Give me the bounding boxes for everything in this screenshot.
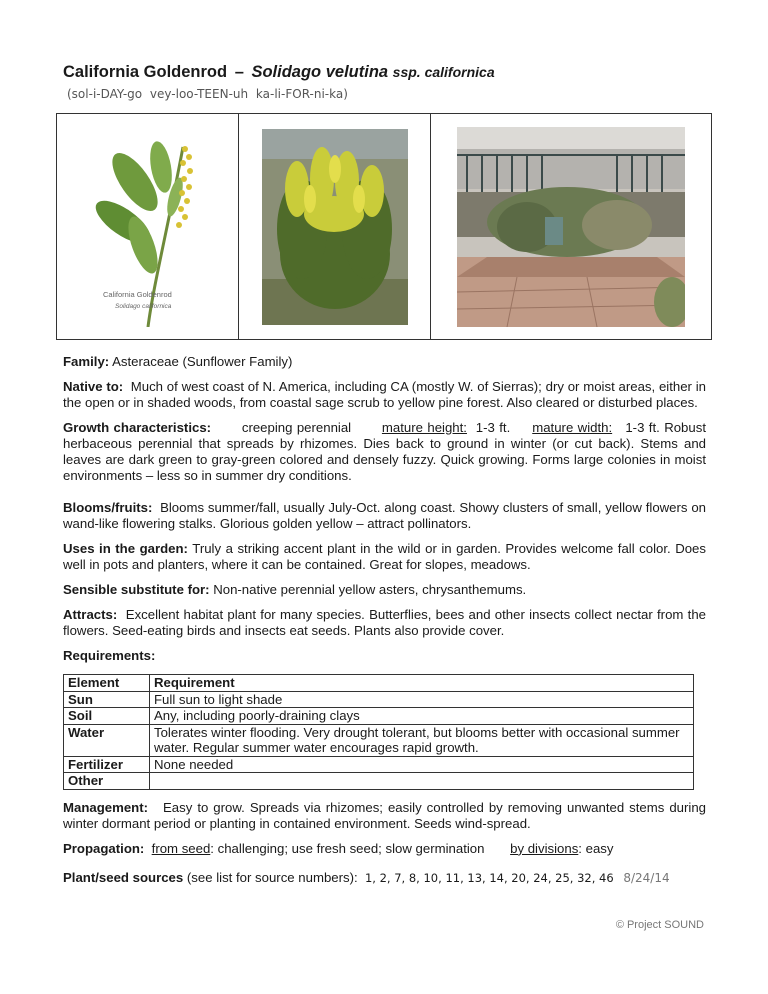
management-text: Easy to grow. Spreads via rhizomes; easily controlled by removing unwanted stems during winter dormant period or planting in contained environment. Seeds wind-spread.	[63, 799, 706, 831]
table-row	[64, 773, 694, 790]
row-requirement	[150, 773, 694, 790]
uses-section	[63, 541, 706, 573]
height-value: 1-3 ft.	[475, 420, 511, 435]
requirements-section	[63, 648, 706, 664]
row-element: Fertilizer	[64, 756, 150, 773]
row-requirement: Any, including poorly-draining clays	[150, 708, 694, 725]
row-element: Water	[64, 724, 150, 756]
division-text: : easy	[578, 840, 614, 856]
table-header-row	[64, 675, 694, 692]
sources-list: 1, 2, 7, 8, 10, 11, 13, 14, 20, 24, 25, 32, 46	[364, 870, 614, 885]
row-requirement: Full sun to light shade	[150, 691, 694, 708]
propagation-label: Propagation:	[63, 840, 145, 856]
header-requirement: Requirement	[150, 675, 694, 692]
division-label: by divisions	[510, 840, 579, 856]
revision-date: 8/24/14	[623, 870, 670, 885]
family-text: Asteraceae (Sunflower Family)	[112, 354, 293, 369]
requirements-table	[63, 674, 694, 790]
scientific-name: Solidago velutina	[251, 63, 389, 81]
seed-label: from seed	[151, 840, 211, 856]
title-dash: –	[234, 63, 244, 81]
substitute-label: Sensible substitute for:	[63, 582, 210, 597]
attracts-section	[63, 607, 706, 639]
goldenrod-illustration	[73, 127, 223, 327]
sources-label: Plant/seed sources	[63, 869, 184, 885]
growth-section	[63, 420, 706, 484]
seed-text: : challenging; use fresh seed; slow germination	[210, 840, 485, 856]
copyright: © Project SOUND	[615, 919, 704, 931]
photo-herbarium	[57, 114, 239, 339]
fact-sheet	[63, 62, 706, 886]
substitute-section	[63, 582, 706, 598]
width-label: mature width:	[532, 420, 613, 435]
photo-plant-clump	[239, 114, 431, 339]
row-requirement: Tolerates winter flooding. Very drought tolerant, but blooms better with occasional summer water. Regular summer water encourages rapid growth.	[150, 724, 694, 756]
attracts-text: Excellent habitat plant for many species. Butterflies, bees and other insects collect nectar from the flowers. Seed-eating birds and insects eat seeds. Plants also provide cover.	[63, 607, 706, 638]
blooms-text: Blooms summer/fall, usually July-Oct. along coast. Showy clusters of small, yellow flowers on wand-like flowering stalks. Glorious golden yellow – attract pollinators.	[63, 500, 707, 531]
sources-section	[63, 870, 706, 886]
header-element: Element	[64, 675, 150, 692]
row-element: Sun	[64, 691, 150, 708]
family-label: Family:	[63, 354, 110, 369]
photo-garden	[431, 114, 711, 339]
growth-text: Robust herbaceous perennial that spreads by rhizomes. Dies back to ground in winter (or cut back). Stems and leaves are dark green to gray-green colored and densely fuzzy. Quick growing. Forms large colonies in moist environments – less so in summer dry conditions.	[63, 420, 706, 483]
growth-habit: creeping perennial	[241, 420, 352, 435]
attracts-label: Attracts:	[63, 607, 118, 622]
photo-caption-1: California Goldenrod	[102, 289, 172, 299]
requirements-label: Requirements:	[63, 648, 156, 663]
subspecies: ssp. californica	[392, 64, 495, 80]
plant-photo	[262, 129, 408, 325]
pronunciation: (sol-i-DAY-go vey-loo-TEEN-uh ka-li-FOR-ni-ka)	[67, 87, 348, 101]
row-requirement: None needed	[150, 756, 694, 773]
growth-label: Growth characteristics:	[63, 420, 212, 435]
family-section	[63, 354, 706, 370]
page-title	[63, 62, 706, 82]
table-row	[64, 691, 694, 708]
table-row	[64, 724, 694, 756]
blooms-label: Blooms/fruits:	[63, 500, 153, 515]
uses-label: Uses in the garden:	[63, 541, 188, 556]
table-row	[64, 756, 694, 773]
row-element: Soil	[64, 708, 150, 725]
common-name: California Goldenrod	[63, 63, 228, 81]
management-label: Management:	[63, 799, 148, 815]
photo-caption-2: Solidago californica	[114, 302, 171, 310]
row-element: Other	[64, 773, 150, 790]
native-section	[63, 379, 706, 411]
substitute-text: Non-native perennial yellow asters, chrysanthemums.	[213, 582, 527, 597]
width-value: 1-3 ft.	[625, 420, 660, 435]
sources-note: (see list for source numbers):	[186, 869, 358, 885]
photo-strip	[56, 113, 712, 340]
propagation-section	[63, 841, 706, 857]
garden-photo	[457, 127, 685, 327]
native-label: Native to:	[63, 379, 124, 394]
management-section	[63, 800, 706, 832]
table-row	[64, 708, 694, 725]
native-text: Much of west coast of N. America, including CA (mostly W. of Sierras); dry or moist areas, either in the open or in shaded woods, from coastal sage scrub to yellow pine forest. Also cleared or disturbed places.	[63, 379, 706, 410]
height-label: mature height:	[381, 420, 467, 435]
blooms-section	[63, 500, 706, 532]
uses-text: Truly a striking accent plant in the wild or in garden. Provides welcome fall color. Does well in pots and planters, where it can be contained. Great for slopes, meadows.	[63, 541, 706, 572]
